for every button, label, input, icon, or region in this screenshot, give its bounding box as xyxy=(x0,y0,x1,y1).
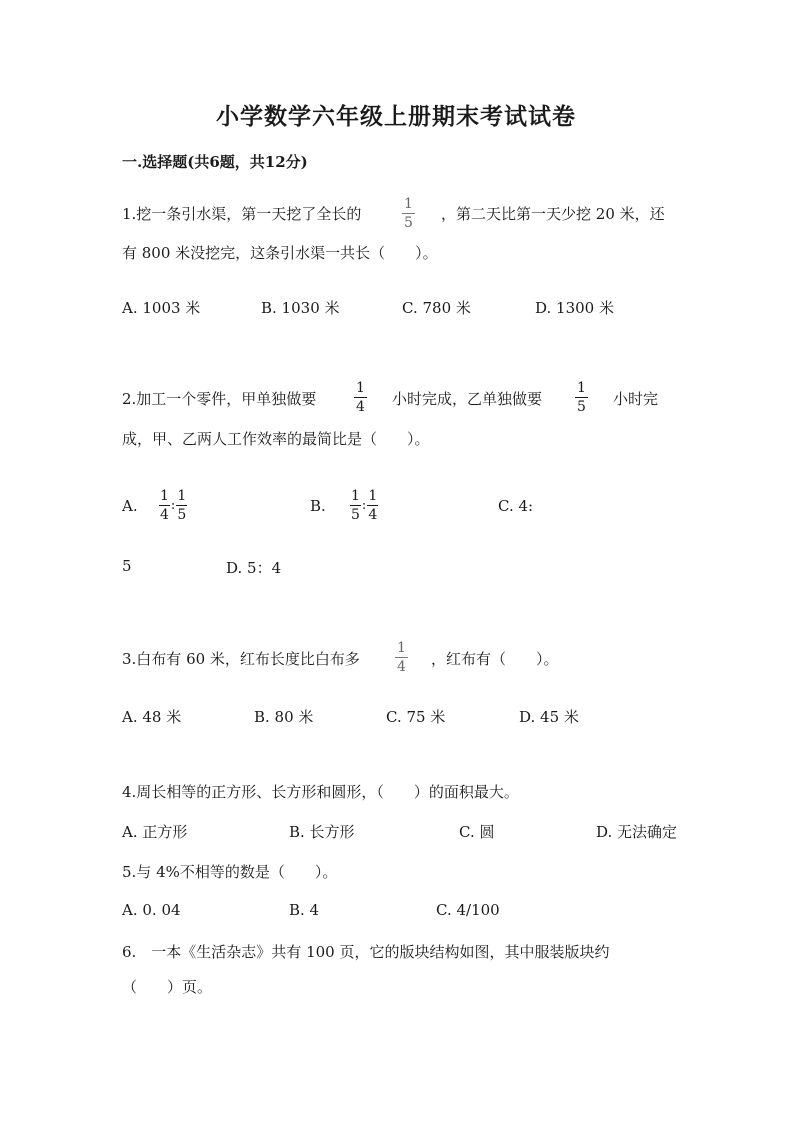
q3-text-part1: 3.白布有 60 米，红布长度比白布多 xyxy=(122,650,360,668)
ratio-colon: : xyxy=(170,498,176,513)
q2-option-a-fraction-2 xyxy=(176,489,187,522)
numerator: 1 xyxy=(160,488,169,504)
q2-option-c-continued[interactable]: 5 xyxy=(122,557,132,575)
page-title: 小学数学六年级上册期末考试试卷 xyxy=(216,103,576,130)
q1-fraction xyxy=(402,197,415,230)
q2-option-a-fraction-1 xyxy=(159,489,170,522)
denominator: 5 xyxy=(351,507,360,523)
q6-text-line2: （ ）页。 xyxy=(122,978,213,996)
q1-option-c[interactable]: C. 780 米 xyxy=(402,299,471,317)
q1-text-part2: ，第二天比第一天少挖 20 米，还 xyxy=(441,205,665,223)
q2-option-b-fraction-2 xyxy=(367,489,378,522)
q3-text-part2: ，红布有（ ）。 xyxy=(431,650,559,668)
q2-fraction-b xyxy=(575,381,588,414)
q2-fraction-a xyxy=(354,381,367,414)
q2-option-b-label[interactable]: B. xyxy=(310,497,326,515)
q4-option-b[interactable]: B. 长方形 xyxy=(289,823,355,841)
q2-option-c[interactable]: C. 4: xyxy=(498,497,534,515)
q4-option-c[interactable]: C. 圆 xyxy=(459,823,495,841)
q3-option-c[interactable]: C. 75 米 xyxy=(386,708,446,726)
q1-option-b[interactable]: B. 1030 米 xyxy=(261,299,340,317)
q4-option-d[interactable]: D. 无法确定 xyxy=(596,823,678,841)
q4-text: 4.周长相等的正方形、长方形和圆形，（ ）的面积最大。 xyxy=(122,783,519,801)
numerator: 1 xyxy=(351,488,360,504)
q1-fraction-numerator: 1 xyxy=(404,196,413,212)
q2-option-a-ratio[interactable] xyxy=(159,489,187,522)
q3-option-d[interactable]: D. 45 米 xyxy=(519,708,579,726)
q2-text-line2: 成，甲、乙两人工作效率的最简比是（ ）。 xyxy=(122,430,430,448)
q1-fraction-denominator: 5 xyxy=(404,215,413,231)
q6-text-line1: 6. 一本《生活杂志》共有 100 页，它的版块结构如图，其中服装版块约 xyxy=(122,943,610,961)
q4-option-a[interactable]: A. 正方形 xyxy=(122,823,188,841)
q2-fraction-a-numerator: 1 xyxy=(356,380,365,396)
denominator: 4 xyxy=(368,507,378,523)
q1-option-a[interactable]: A. 1003 米 xyxy=(122,299,201,317)
q2-option-a-label[interactable]: A. xyxy=(122,497,138,515)
q3-option-b[interactable]: B. 80 米 xyxy=(254,708,314,726)
q1-text-line2: 有 800 米没挖完，这条引水渠一共长（ ）。 xyxy=(122,244,438,262)
q2-text-part1: 2.加工一个零件，甲单独做要 xyxy=(122,390,317,408)
q3-fraction-numerator: 1 xyxy=(397,640,406,656)
numerator: 1 xyxy=(368,488,378,504)
q2-text-part2: 小时完成，乙单独做要 xyxy=(392,390,543,408)
numerator: 1 xyxy=(177,488,187,504)
q5-option-a[interactable]: A. 0. 04 xyxy=(122,901,181,919)
q5-text: 5.与 4%不相等的数是（ ）。 xyxy=(122,863,338,881)
q3-fraction xyxy=(395,641,408,674)
q2-fraction-a-denominator: 4 xyxy=(356,399,365,415)
q2-option-d[interactable]: D. 5：4 xyxy=(226,559,282,577)
q1-option-d[interactable]: D. 1300 米 xyxy=(535,299,614,317)
q5-option-c[interactable]: C. 4/100 xyxy=(436,901,500,919)
section-heading: 一.选择题(共6题，共12分) xyxy=(122,153,308,171)
q3-option-a[interactable]: A. 48 米 xyxy=(122,708,182,726)
q2-fraction-b-numerator: 1 xyxy=(577,380,586,396)
ratio-colon: : xyxy=(361,498,367,513)
q3-fraction-denominator: 4 xyxy=(397,659,406,675)
q2-text-part3: 小时完 xyxy=(613,390,659,408)
denominator: 5 xyxy=(177,507,187,523)
q2-fraction-b-denominator: 5 xyxy=(577,399,586,415)
denominator: 4 xyxy=(160,507,169,523)
q2-option-b-fraction-1 xyxy=(350,489,361,522)
q1-text-part1: 1.挖一条引水渠，第一天挖了全长的 xyxy=(122,205,362,223)
q2-option-b-ratio[interactable] xyxy=(350,489,378,522)
q5-option-b[interactable]: B. 4 xyxy=(289,901,320,919)
